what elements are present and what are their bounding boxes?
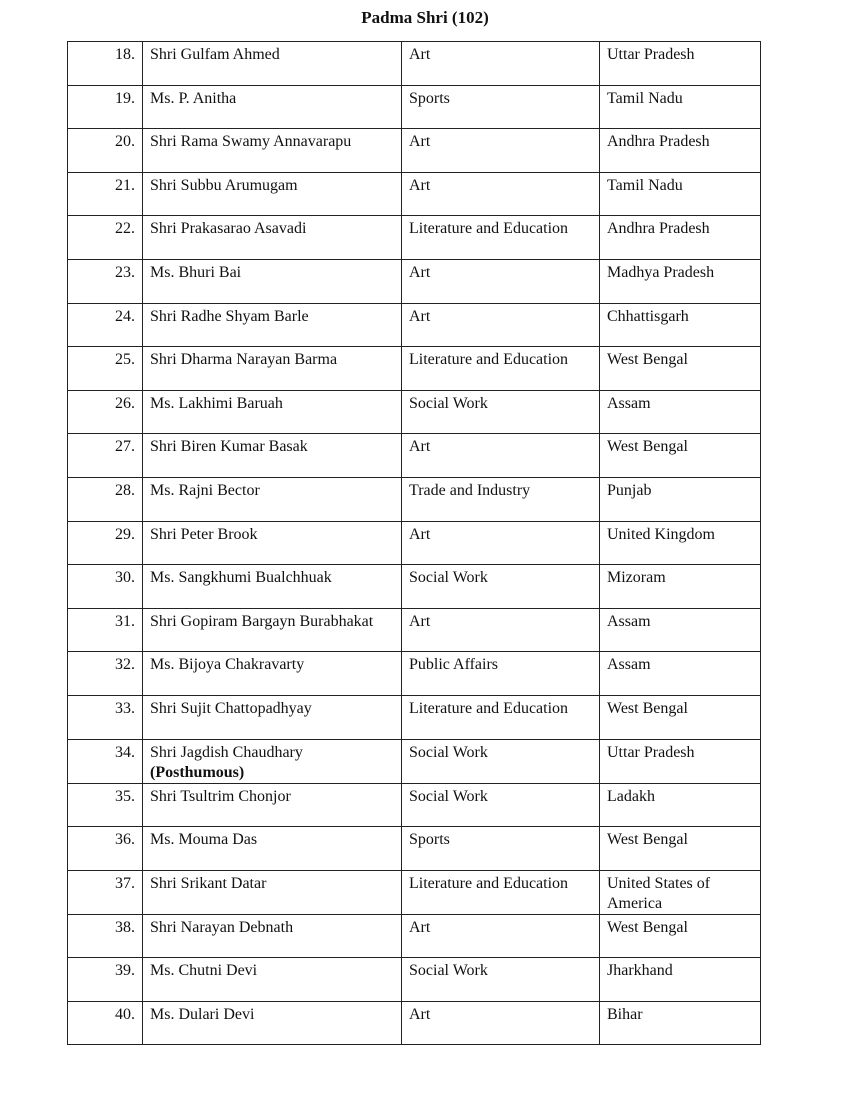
field-cell <box>402 390 600 434</box>
serial-number-text: 20. <box>115 133 135 151</box>
state-cell <box>600 783 761 827</box>
serial-number-cell <box>68 565 143 609</box>
field-cell <box>402 42 600 86</box>
awardee-name-text: Shri Dharma Narayan Barma <box>150 351 338 369</box>
field-cell <box>402 652 600 696</box>
state-cell <box>600 434 761 478</box>
field-cell <box>402 477 600 521</box>
field-text: Art <box>409 307 431 325</box>
awardee-name-cell <box>143 303 402 347</box>
serial-number-cell <box>68 783 143 827</box>
serial-number-cell <box>68 259 143 303</box>
state-text: Mizoram <box>607 569 666 587</box>
serial-number-text: 22. <box>115 220 135 238</box>
table-row <box>68 914 761 958</box>
field-text: Social Work <box>409 394 488 412</box>
state-cell <box>600 259 761 303</box>
field-cell <box>402 521 600 565</box>
state-text: Assam <box>607 612 651 630</box>
serial-number-cell <box>68 172 143 216</box>
field-text: Literature and Education <box>409 699 569 717</box>
state-text: West Bengal <box>607 918 688 936</box>
field-cell <box>402 739 600 783</box>
field-cell <box>402 827 600 871</box>
field-cell <box>402 172 600 216</box>
field-cell <box>402 259 600 303</box>
awardee-name-text: Ms. Bijoya Chakravarty <box>150 656 305 674</box>
field-cell <box>402 1001 600 1045</box>
state-text: West Bengal <box>607 831 688 849</box>
state-text: Bihar <box>607 1005 643 1023</box>
state-cell <box>600 914 761 958</box>
field-cell <box>402 434 600 478</box>
awardee-name-text: Shri Srikant Datar <box>150 874 267 892</box>
state-text: Uttar Pradesh <box>607 46 695 63</box>
serial-number-text: 36. <box>115 831 135 849</box>
field-text: Trade and Industry <box>409 481 531 499</box>
awardee-name-text: Ms. Lakhimi Baruah <box>150 394 283 412</box>
awardee-name-cell <box>143 434 402 478</box>
awardee-name-text: Ms. Rajni Bector <box>150 481 260 499</box>
state-text: United Kingdom <box>607 525 715 543</box>
awardee-name-cell <box>143 870 402 914</box>
serial-number-cell <box>68 42 143 86</box>
awardee-name-cell <box>143 390 402 434</box>
serial-number-text: 27. <box>115 438 135 456</box>
state-cell <box>600 390 761 434</box>
awardee-name-cell <box>143 216 402 260</box>
awardee-name-cell <box>143 347 402 391</box>
awardee-name-cell <box>143 172 402 216</box>
state-text: West Bengal <box>607 351 688 369</box>
state-text: United States of America <box>607 874 711 912</box>
state-cell <box>600 216 761 260</box>
serial-number-text: 23. <box>115 263 135 281</box>
awardees-table-body <box>68 42 761 1045</box>
serial-number-cell <box>68 870 143 914</box>
serial-number-text: 18. <box>115 46 135 63</box>
field-cell <box>402 958 600 1002</box>
serial-number-cell <box>68 347 143 391</box>
serial-number-text: 28. <box>115 481 135 499</box>
field-text: Public Affairs <box>409 656 499 674</box>
table-row <box>68 565 761 609</box>
awardee-name-text: Ms. Sangkhumi Bualchhuak <box>150 569 332 587</box>
state-cell <box>600 129 761 173</box>
table-row <box>68 129 761 173</box>
state-text: West Bengal <box>607 438 688 456</box>
serial-number-cell <box>68 958 143 1002</box>
awardee-name-text: Shri Peter Brook <box>150 525 258 543</box>
serial-number-cell <box>68 695 143 739</box>
awardee-name-cell <box>143 85 402 129</box>
state-cell <box>600 695 761 739</box>
serial-number-text: 32. <box>115 656 135 674</box>
field-cell <box>402 783 600 827</box>
serial-number-text: 34. <box>115 743 135 761</box>
awardee-name-cell <box>143 477 402 521</box>
state-text: West Bengal <box>607 699 688 717</box>
state-cell <box>600 958 761 1002</box>
awardee-name-cell <box>143 129 402 173</box>
state-text: Tamil Nadu <box>607 89 683 107</box>
serial-number-text: 31. <box>115 612 135 630</box>
state-text: Tamil Nadu <box>607 176 683 194</box>
table-row <box>68 347 761 391</box>
serial-number-cell <box>68 434 143 478</box>
state-text: Punjab <box>607 481 652 499</box>
field-text: Art <box>409 46 431 63</box>
serial-number-text: 40. <box>115 1005 135 1023</box>
serial-number-text: 24. <box>115 307 135 325</box>
state-cell <box>600 739 761 783</box>
awardee-name-cell <box>143 914 402 958</box>
awardees-table <box>67 41 761 1045</box>
field-cell <box>402 914 600 958</box>
field-cell <box>402 347 600 391</box>
awardee-name-cell <box>143 695 402 739</box>
table-row <box>68 42 761 86</box>
table-row <box>68 958 761 1002</box>
awardee-name-text: Shri Jagdish Chaudhary <box>150 743 303 761</box>
serial-number-text: 25. <box>115 351 135 369</box>
field-text: Literature and Education <box>409 220 569 238</box>
page-title: Padma Shri (102) <box>361 8 489 27</box>
table-row <box>68 259 761 303</box>
field-text: Art <box>409 263 431 281</box>
awardee-name-text: Ms. Dulari Devi <box>150 1005 255 1023</box>
field-text: Social Work <box>409 743 488 761</box>
table-row <box>68 303 761 347</box>
awardee-name-cell <box>143 739 402 783</box>
awardee-name-cell <box>143 608 402 652</box>
serial-number-text: 33. <box>115 699 135 717</box>
state-cell <box>600 303 761 347</box>
serial-number-text: 39. <box>115 962 135 980</box>
field-text: Art <box>409 176 431 194</box>
state-cell <box>600 172 761 216</box>
state-text: Andhra Pradesh <box>607 133 710 151</box>
serial-number-text: 30. <box>115 569 135 587</box>
awardee-name-cell <box>143 42 402 86</box>
awardee-name-text: Ms. Bhuri Bai <box>150 263 242 281</box>
awardee-name-text: Shri Prakasarao Asavadi <box>150 220 307 238</box>
serial-number-text: 38. <box>115 918 135 936</box>
state-text: Assam <box>607 394 651 412</box>
table-row <box>68 1001 761 1045</box>
table-row <box>68 870 761 914</box>
field-cell <box>402 870 600 914</box>
serial-number-text: 26. <box>115 394 135 412</box>
serial-number-cell <box>68 216 143 260</box>
state-cell <box>600 85 761 129</box>
field-cell <box>402 85 600 129</box>
table-row <box>68 695 761 739</box>
state-cell <box>600 827 761 871</box>
field-text: Art <box>409 525 431 543</box>
serial-number-cell <box>68 521 143 565</box>
serial-number-cell <box>68 608 143 652</box>
state-cell <box>600 521 761 565</box>
table-row <box>68 652 761 696</box>
field-cell <box>402 129 600 173</box>
field-cell <box>402 303 600 347</box>
awardee-name-text: Shri Biren Kumar Basak <box>150 438 308 456</box>
field-text: Literature and Education <box>409 874 569 892</box>
awardee-name-text: Shri Sujit Chattopadhyay <box>150 699 312 717</box>
awardee-name-cell <box>143 565 402 609</box>
state-text: Ladakh <box>607 787 655 805</box>
state-text: Assam <box>607 656 651 674</box>
serial-number-text: 35. <box>115 787 135 805</box>
serial-number-text: 19. <box>115 89 135 107</box>
serial-number-cell <box>68 1001 143 1045</box>
serial-number-cell <box>68 914 143 958</box>
table-row <box>68 216 761 260</box>
table-row <box>68 827 761 871</box>
field-text: Art <box>409 438 431 456</box>
serial-number-cell <box>68 739 143 783</box>
state-text: Uttar Pradesh <box>607 743 695 761</box>
awardee-name-text: Shri Rama Swamy Annavarapu <box>150 133 352 151</box>
serial-number-cell <box>68 303 143 347</box>
serial-number-text: 29. <box>115 525 135 543</box>
field-cell <box>402 565 600 609</box>
awardee-name-text: Shri Gulfam Ahmed <box>150 46 280 63</box>
field-text: Art <box>409 1005 431 1023</box>
state-cell <box>600 608 761 652</box>
field-text: Art <box>409 612 431 630</box>
state-text: Chhattisgarh <box>607 307 689 325</box>
awardee-name-text: Shri Gopiram Bargayn Burabhakat <box>150 612 374 630</box>
serial-number-cell <box>68 390 143 434</box>
table-row <box>68 172 761 216</box>
field-text: Art <box>409 133 431 151</box>
serial-number-text: 21. <box>115 176 135 194</box>
awardee-name-text: Ms. Chutni Devi <box>150 962 258 980</box>
field-text: Literature and Education <box>409 351 569 369</box>
state-cell <box>600 347 761 391</box>
state-text: Jharkhand <box>607 962 673 980</box>
field-text: Social Work <box>409 962 488 980</box>
table-row <box>68 85 761 129</box>
awardee-name-text: Shri Radhe Shyam Barle <box>150 307 309 325</box>
state-text: Madhya Pradesh <box>607 263 715 281</box>
awardee-name-cell <box>143 652 402 696</box>
field-text: Social Work <box>409 787 488 805</box>
field-cell <box>402 608 600 652</box>
state-text: Andhra Pradesh <box>607 220 710 238</box>
serial-number-cell <box>68 129 143 173</box>
field-text: Sports <box>409 89 450 107</box>
table-row <box>68 608 761 652</box>
field-cell <box>402 216 600 260</box>
field-text: Social Work <box>409 569 488 587</box>
state-cell <box>600 870 761 914</box>
awardee-name-cell <box>143 783 402 827</box>
awardee-name-text: Shri Subbu Arumugam <box>150 176 298 194</box>
table-row <box>68 477 761 521</box>
awardee-name-cell <box>143 958 402 1002</box>
state-cell <box>600 42 761 86</box>
awardee-name-cell <box>143 521 402 565</box>
awardee-name-text: Shri Narayan Debnath <box>150 918 294 936</box>
state-cell <box>600 477 761 521</box>
state-cell <box>600 652 761 696</box>
awardee-name-cell <box>143 1001 402 1045</box>
serial-number-cell <box>68 652 143 696</box>
awardee-name-text: Ms. Mouma Das <box>150 831 258 849</box>
field-text: Art <box>409 918 431 936</box>
serial-number-cell <box>68 477 143 521</box>
serial-number-text: 37. <box>115 874 135 892</box>
state-cell <box>600 565 761 609</box>
table-row <box>68 783 761 827</box>
awardee-name-text: Ms. P. Anitha <box>150 89 237 107</box>
table-row <box>68 521 761 565</box>
table-row <box>68 390 761 434</box>
awardee-name-cell <box>143 259 402 303</box>
awardee-name-cell <box>143 827 402 871</box>
table-row <box>68 434 761 478</box>
serial-number-cell <box>68 827 143 871</box>
posthumous-note: (Posthumous) <box>150 763 245 781</box>
field-text: Sports <box>409 831 450 849</box>
serial-number-cell <box>68 85 143 129</box>
field-cell <box>402 695 600 739</box>
state-cell <box>600 1001 761 1045</box>
awardee-name-text: Shri Tsultrim Chonjor <box>150 787 291 805</box>
table-row <box>68 739 761 783</box>
